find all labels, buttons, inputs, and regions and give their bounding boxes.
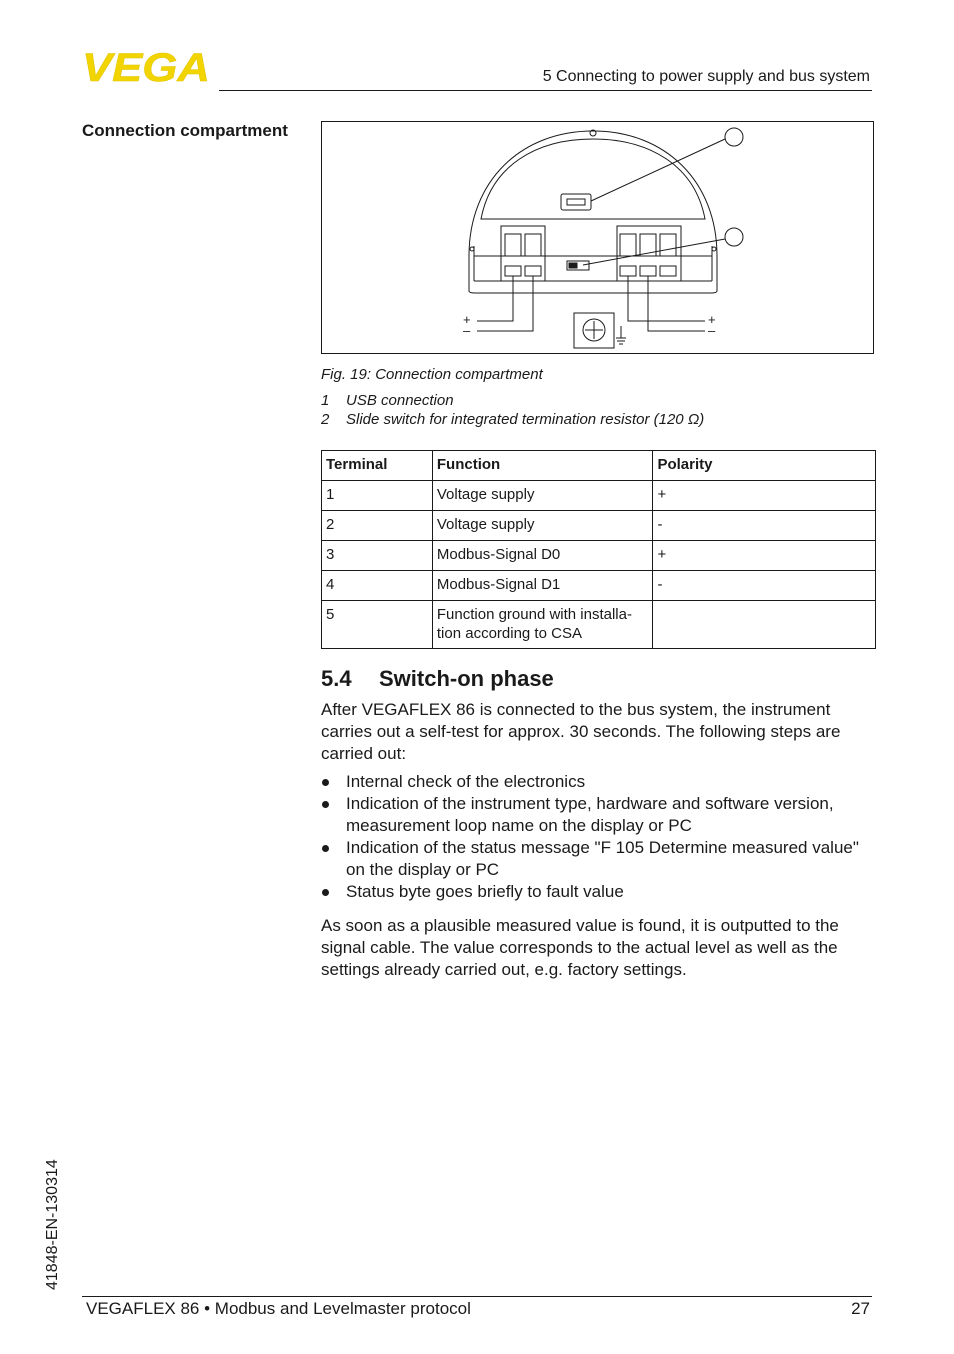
col-header-terminal: Terminal [322,451,433,481]
table-header-row [322,451,876,481]
table-row: 5 Function ground with installa- tion according to CSA [322,601,876,649]
upper-compartment [481,139,705,219]
list-item: Indication of the status message "F 105 Determine measured value" on the display or PC [321,837,881,881]
figure-legend [321,391,704,429]
footer-rule [82,1296,872,1297]
col-header-polarity: Polarity [653,451,876,481]
header-rule [219,90,872,91]
polarity-left-plus: + [463,312,471,327]
col-header-function: Function [432,451,653,481]
footer-title: VEGAFLEX 86 • Modbus and Levelmaster protocol [86,1299,471,1318]
polarity-right-minus: – [708,323,716,338]
intro-paragraph: After VEGAFLEX 86 is connected to the bus system, the instrument carries out a self-test for approx. 30 seconds. The following steps are carried out: [321,700,841,763]
steps-list [321,771,881,903]
polarity-right-plus: + [708,312,716,327]
figure-caption: Fig. 19: Connection compartment [321,366,543,383]
connection-compartment-figure [321,121,874,354]
polarity-left-minus: – [463,323,471,338]
document-id: 41848-EN-130314 [44,1159,61,1290]
section-title: Switch-on phase [379,666,554,691]
table-row: 4 Modbus-Signal D1 - [322,571,876,601]
terminal-table [321,450,876,649]
list-item: Indication of the instrument type, hardware and software version, measurement loop name on the display or PC [321,793,881,837]
legend-item: 2 Slide switch for integrated termination resistor (120 Ω) [321,411,705,428]
outro-paragraph: As soon as a plausible measured value is found, it is outputted to the signal cable. The value corresponds to the actual level as well as the settings already carried out, e.g. factory settings. [321,916,839,979]
connection-diagram [321,121,874,354]
callout-1 [725,128,743,146]
table-row: 2 Voltage supply - [322,511,876,541]
list-item: Internal check of the electronics [321,771,881,793]
housing-outline [469,131,717,293]
section-number: 5.4 [321,666,352,691]
table-row: 1 Voltage supply + [322,481,876,511]
side-label: Connection compartment [82,121,288,140]
table-row: 3 Modbus-Signal D0 + [322,541,876,571]
section-heading [321,666,554,692]
legend-item: 1 USB connection [321,392,454,409]
callout-2 [725,228,743,246]
vega-logo [82,50,212,84]
logo-text: VEGA [82,50,210,84]
page-number: 27 [851,1299,870,1318]
list-item: Status byte goes briefly to fault value [321,881,881,903]
header-section-title: 5 Connecting to power supply and bus system [542,68,870,85]
usb-connector [561,194,591,210]
